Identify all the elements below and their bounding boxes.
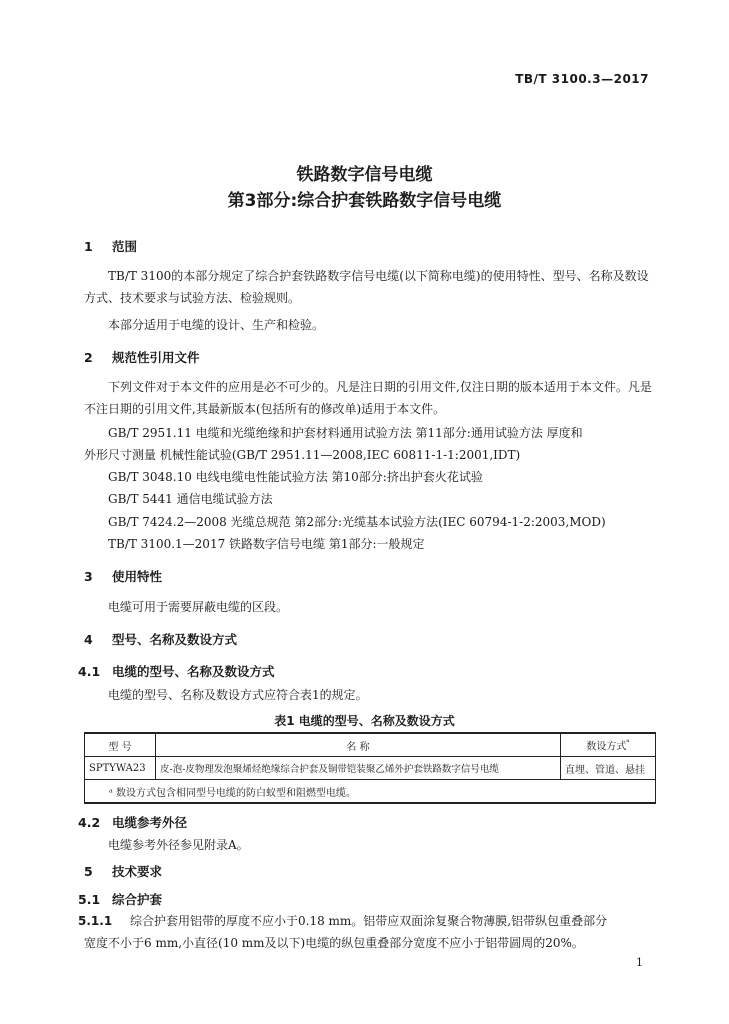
reference-5: TB/T 3100.1—2017 铁路数字信号电缆 第1部分:一般规定 bbox=[108, 537, 425, 551]
section-title: 使用特性 bbox=[112, 569, 163, 584]
table-footnote-row bbox=[85, 780, 656, 804]
table-1-caption: 表1 电缆的型号、名称及数设方式 bbox=[274, 714, 455, 728]
section-1-paragraph-1: TB/T 3100的本部分规定了综合护套铁路数字信号电缆(以下简称电缆)的使用特性、型号、名称及数设方式、技术要求与试验方法、检验规则。 bbox=[84, 269, 649, 305]
reference-3: GB/T 5441 通信电缆试验方法 bbox=[108, 492, 273, 506]
section-4-heading bbox=[84, 630, 237, 648]
section-1-paragraph-2: 本部分适用于电缆的设计、生产和检验。 bbox=[108, 318, 325, 332]
section-2-paragraph-1: 下列文件对于本文件的应用是必不可少的。凡是注日期的引用文件,仅注日期的版本适用于本文件。凡是不注日期的引用文件,其最新版本(包括所有的修改单)适用于本文件。 bbox=[84, 380, 652, 416]
reference-1-line-1: GB/T 2951.11 电缆和光缆绝缘和护套材料通用试验方法 第11部分:通用试验方法 厚度和 bbox=[108, 426, 583, 440]
reference-1-line-2: 外形尺寸测量 机械性能试验(GB/T 2951.11—2008,IEC 60811-1-1:2001,IDT) bbox=[84, 448, 521, 462]
table-row bbox=[85, 757, 656, 780]
column-header-name: 名 称 bbox=[156, 733, 561, 757]
cell-laying: 直埋、管道、悬挂 bbox=[561, 757, 656, 780]
section-3-heading bbox=[84, 567, 162, 585]
section-3-paragraph-1: 电缆可用于需要屏蔽电缆的区段。 bbox=[108, 600, 289, 614]
section-number: 4.2 bbox=[78, 815, 101, 830]
document-title-main: 铁路数字信号电缆 bbox=[296, 165, 433, 185]
section-number: 5 bbox=[84, 864, 93, 879]
section-number: 5.1.1 bbox=[78, 914, 113, 928]
section-1-heading bbox=[84, 237, 137, 255]
reference-2: GB/T 3048.10 电线电缆电性能试验方法 第10部分:挤出护套火花试验 bbox=[108, 470, 483, 484]
table-1 bbox=[84, 732, 656, 804]
section-2-heading bbox=[84, 348, 200, 366]
section-5-1-heading bbox=[78, 890, 162, 908]
section-5-1-1-line-1 bbox=[78, 912, 607, 929]
section-number: 1 bbox=[84, 239, 93, 254]
section-number: 4.1 bbox=[78, 664, 101, 679]
footnote-marker: ᵃ bbox=[626, 737, 630, 748]
section-number: 4 bbox=[84, 632, 93, 647]
table-footnote: ᵃ 数设方式包含相同型号电缆的防白蚁型和阻燃型电缆。 bbox=[85, 780, 656, 804]
cell-name: 皮-泡-皮物理发泡聚烯烃绝缘综合护套及铜带铠装聚乙烯外护套铁路数字信号电缆 bbox=[156, 757, 561, 780]
page-number: 1 bbox=[636, 956, 643, 969]
section-title: 电缆参考外径 bbox=[112, 815, 188, 830]
section-5-heading bbox=[84, 862, 162, 880]
standard-code: TB/T 3100.3—2017 bbox=[515, 72, 649, 86]
column-header-laying bbox=[561, 733, 656, 757]
section-5-1-1-line-2: 宽度不小于6 mm,小直径(10 mm及以下)电缆的纵包重叠部分宽度不应小于铝带圆周的20%。 bbox=[84, 936, 584, 950]
reference-4: GB/T 7424.2—2008 光缆总规范 第2部分:光缆基本试验方法(IEC 60794-1-2:2003,MOD) bbox=[108, 515, 606, 529]
table-header-row bbox=[85, 733, 656, 757]
section-4-2-heading bbox=[78, 813, 187, 831]
column-header-model: 型 号 bbox=[85, 733, 156, 757]
section-title: 技术要求 bbox=[112, 864, 163, 879]
section-title: 电缆的型号、名称及数设方式 bbox=[112, 664, 275, 679]
section-5-1-1-text-1: 综合护套用铝带的厚度不应小于0.18 mm。铝带应双面涂复聚合物薄膜,铝带纵包重叠部分 bbox=[130, 914, 608, 928]
section-number: 3 bbox=[84, 569, 93, 584]
section-number: 5.1 bbox=[78, 892, 101, 907]
section-4-2-paragraph-1: 电缆参考外径参见附录A。 bbox=[108, 838, 249, 852]
column-header-laying-label: 数设方式 bbox=[586, 741, 627, 753]
cell-model: SPTYWA23 bbox=[85, 757, 156, 780]
section-title: 型号、名称及数设方式 bbox=[112, 632, 238, 647]
section-4-1-paragraph-1: 电缆的型号、名称及数设方式应符合表1的规定。 bbox=[108, 688, 368, 702]
section-4-1-heading bbox=[78, 662, 275, 680]
section-title: 综合护套 bbox=[112, 892, 163, 907]
section-title: 规范性引用文件 bbox=[112, 350, 200, 365]
document-title-part: 第3部分:综合护套铁路数字信号电缆 bbox=[227, 191, 502, 211]
section-number: 2 bbox=[84, 350, 93, 365]
section-title: 范围 bbox=[112, 239, 138, 254]
